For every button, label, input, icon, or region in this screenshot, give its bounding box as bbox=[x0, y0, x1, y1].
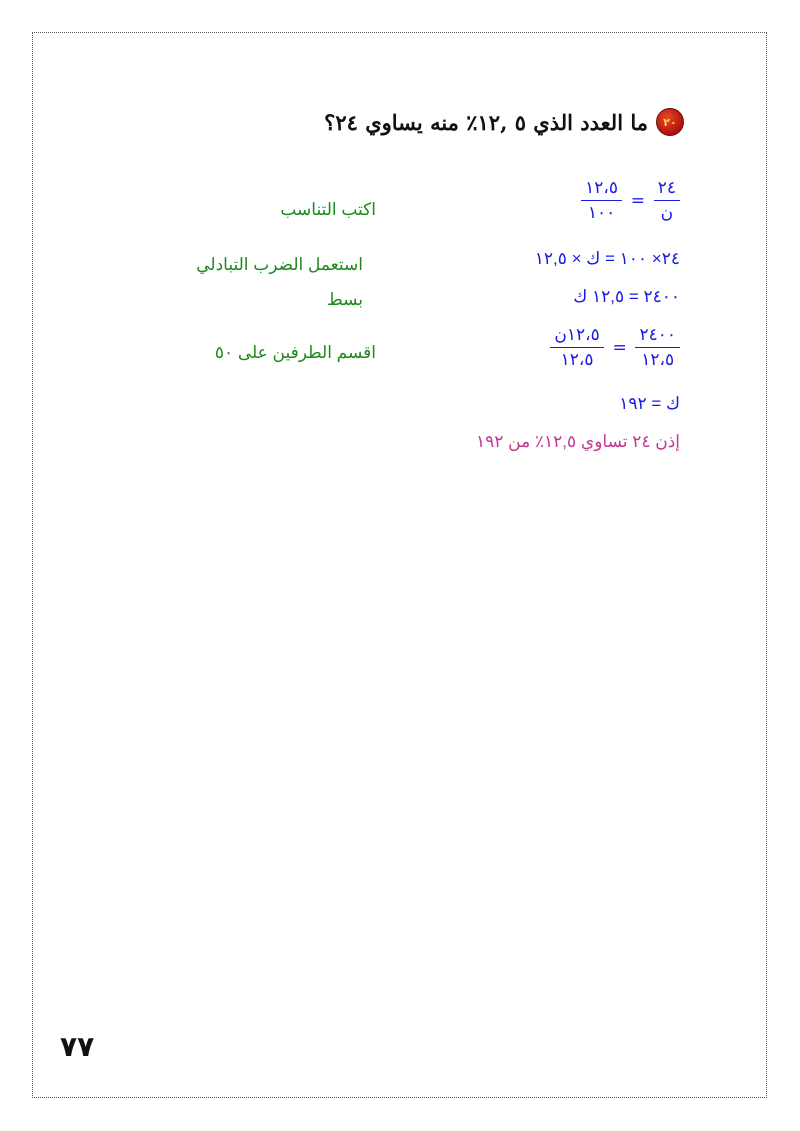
page-number: ٧٧ bbox=[60, 1030, 95, 1063]
question-number-badge: ٢٠ bbox=[656, 108, 684, 136]
fraction-24-over-n bbox=[654, 178, 680, 223]
fraction-denominator: ١٠٠ bbox=[587, 203, 616, 223]
fraction-denominator: ن bbox=[660, 203, 674, 223]
note-cross-multiply: استعمل الضرب التبادلي bbox=[196, 255, 363, 274]
fraction-numerator: ١٢،٥ن bbox=[554, 325, 600, 345]
fraction-12-5-over-100 bbox=[581, 178, 622, 223]
step-cross-multiply: ٢٤× ١٠٠ = ك × ١٢,٥ bbox=[534, 249, 680, 268]
question-heading bbox=[324, 108, 684, 136]
question-text: ما العدد الذي ٥ ,١٢٪ منه يساوي ٢٤؟ bbox=[324, 109, 648, 135]
conclusion-text: إذن ٢٤ تساوي ١٢,٥٪ من ١٩٢ bbox=[476, 432, 680, 451]
fraction-denominator: ١٢،٥ bbox=[560, 350, 594, 370]
fraction-12-5n-over-12-5 bbox=[550, 325, 603, 370]
fraction-numerator: ١٢،٥ bbox=[585, 178, 619, 198]
step-proportion bbox=[581, 178, 680, 223]
note-write-proportion: اكتب التناسب bbox=[280, 200, 376, 219]
note-simplify: بسط bbox=[326, 290, 363, 309]
step-result: ك = ١٩٢ bbox=[619, 394, 680, 413]
fraction-numerator: ٢٤٠٠ bbox=[639, 325, 676, 345]
equals-sign: = bbox=[630, 190, 645, 211]
fraction-denominator: ١٢،٥ bbox=[641, 350, 675, 370]
fraction-2400-over-12-5 bbox=[635, 325, 680, 370]
note-divide-both-sides: اقسم الطرفين على ٥٠ bbox=[214, 343, 376, 362]
fraction-numerator: ٢٤ bbox=[657, 178, 676, 198]
step-simplify: ٢٤٠٠ = ١٢,٥ ك bbox=[573, 287, 680, 306]
equals-sign: = bbox=[612, 337, 627, 358]
step-divide bbox=[550, 325, 680, 370]
